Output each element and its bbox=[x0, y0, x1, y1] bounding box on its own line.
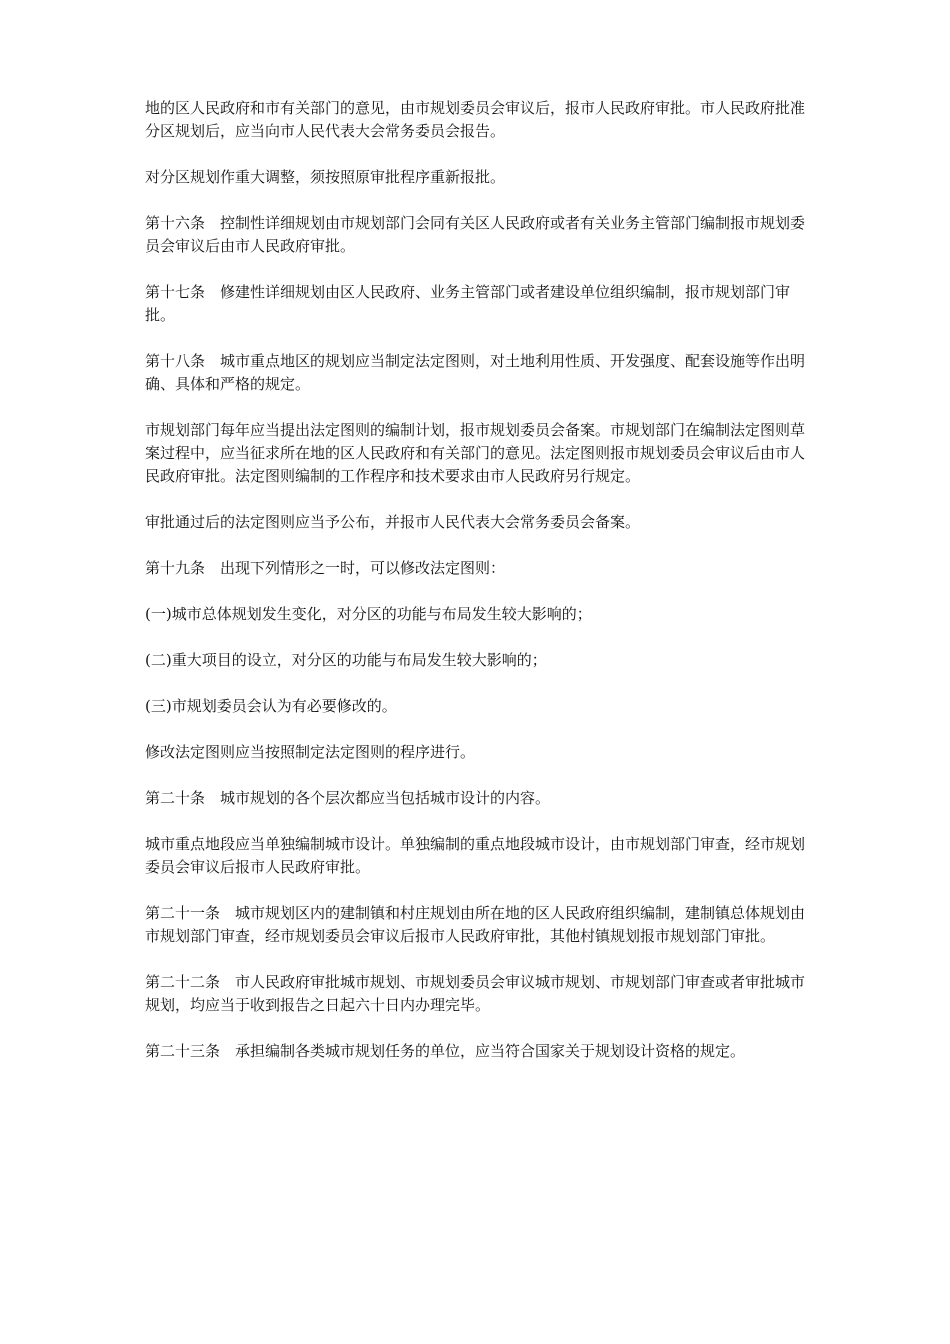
paragraph-1 bbox=[145, 97, 809, 143]
article-20 bbox=[145, 787, 809, 810]
article-number: 第二十三条 bbox=[145, 1042, 221, 1060]
paragraph-14 bbox=[145, 833, 809, 879]
paragraph-text: 地的区人民政府和市有关部门的意见，由市规划委员会审议后，报市人民政府审批。市人民政府批准分区规划后，应当向市人民代表大会常务委员会报告。 bbox=[145, 99, 806, 140]
paragraph-text: 修建性详细规划由区人民政府、业务主管部门或者建设单位组织编制，报市规划部门审批。 bbox=[145, 283, 791, 324]
paragraph-6 bbox=[145, 419, 809, 488]
article-16 bbox=[145, 212, 809, 258]
list-item-3 bbox=[145, 695, 809, 718]
article-21 bbox=[145, 902, 809, 948]
article-19 bbox=[145, 557, 809, 580]
paragraph-text: (二)重大项目的设立，对分区的功能与布局发生较大影响的； bbox=[145, 651, 547, 669]
paragraph-text: 城市重点地段应当单独编制城市设计。单独编制的重点地段城市设计，由市规划部门审查，经市规划委员会审议后报市人民政府审批。 bbox=[145, 835, 806, 876]
paragraph-text: 城市重点地区的规划应当制定法定图则，对土地利用性质、开发强度、配套设施等作出明确、具体和严格的规定。 bbox=[145, 352, 806, 393]
article-number: 第十六条 bbox=[145, 214, 206, 232]
paragraph-text: 审批通过后的法定图则应当予公布，并报市人民代表大会常务委员会备案。 bbox=[145, 513, 641, 531]
article-17 bbox=[145, 281, 809, 327]
document-body bbox=[145, 97, 809, 1086]
article-number: 第二十二条 bbox=[145, 973, 221, 991]
paragraph-2 bbox=[145, 166, 809, 189]
paragraph-7 bbox=[145, 511, 809, 534]
paragraph-text: 城市规划的各个层次都应当包括城市设计的内容。 bbox=[220, 789, 551, 807]
paragraph-text: (三)市规划委员会认为有必要修改的。 bbox=[145, 697, 397, 715]
article-18 bbox=[145, 350, 809, 396]
paragraph-text: 市规划部门每年应当提出法定图则的编制计划，报市规划委员会备案。市规划部门在编制法定图则草案过程中，应当征求所在地的区人民政府和有关部门的意见。法定图则报市规划委员会审议后由市人民政府审批。法定图则编制的工作程序和技术要求由市人民政府另行规定。 bbox=[145, 421, 806, 485]
article-number: 第二十一条 bbox=[145, 904, 221, 922]
paragraph-text: 市人民政府审批城市规划、市规划委员会审议城市规划、市规划部门审查或者审批城市规划，均应当于收到报告之日起六十日内办理完毕。 bbox=[145, 973, 806, 1014]
paragraph-text: 控制性详细规划由市规划部门会同有关区人民政府或者有关业务主管部门编制报市规划委员会审议后由市人民政府审批。 bbox=[145, 214, 806, 255]
article-number: 第二十条 bbox=[145, 789, 206, 807]
article-number: 第十七条 bbox=[145, 283, 206, 301]
paragraph-text: 出现下列情形之一时，可以修改法定图则： bbox=[220, 559, 506, 577]
article-number: 第十八条 bbox=[145, 352, 206, 370]
list-item-2 bbox=[145, 649, 809, 672]
paragraph-text: 修改法定图则应当按照制定法定图则的程序进行。 bbox=[145, 743, 476, 761]
paragraph-text: 承担编制各类城市规划任务的单位，应当符合国家关于规划设计资格的规定。 bbox=[235, 1042, 746, 1060]
list-item-1 bbox=[145, 603, 809, 626]
paragraph-text: (一)城市总体规划发生变化，对分区的功能与布局发生较大影响的； bbox=[145, 605, 592, 623]
article-22 bbox=[145, 971, 809, 1017]
paragraph-12 bbox=[145, 741, 809, 764]
article-number: 第十九条 bbox=[145, 559, 206, 577]
article-23 bbox=[145, 1040, 809, 1063]
paragraph-text: 城市规划区内的建制镇和村庄规划由所在地的区人民政府组织编制，建制镇总体规划由市规划部门审查，经市规划委员会审议后报市人民政府审批，其他村镇规划报市规划部门审批。 bbox=[145, 904, 806, 945]
paragraph-text: 对分区规划作重大调整，须按照原审批程序重新报批。 bbox=[145, 168, 506, 186]
